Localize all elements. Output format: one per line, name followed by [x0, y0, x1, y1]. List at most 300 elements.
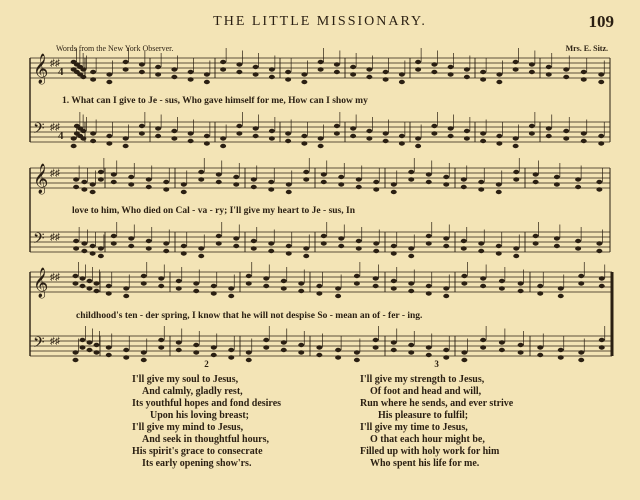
bass-clef-icon: 𝄢	[33, 230, 45, 251]
note-head	[141, 281, 147, 285]
verse-line: His spirit's grace to consecrate	[132, 446, 263, 457]
key-signature-icon: ♯♯	[50, 272, 60, 283]
note-head	[496, 80, 502, 84]
note-head	[321, 180, 327, 184]
note-head	[335, 286, 341, 290]
note-head	[383, 139, 389, 143]
note-head	[155, 134, 161, 138]
note-head	[338, 236, 344, 240]
page-number: 109	[588, 12, 614, 31]
note-head	[90, 244, 96, 248]
note-head	[158, 276, 164, 280]
note-head	[391, 244, 397, 248]
note-head	[251, 239, 257, 243]
note-head	[391, 348, 397, 352]
note-head	[513, 136, 519, 140]
note-head	[598, 72, 604, 76]
note-head	[318, 60, 324, 64]
note-head	[399, 80, 405, 84]
note-head	[236, 70, 242, 74]
page-title: THE LITTLE MISSIONARY.	[213, 14, 427, 29]
note-head	[499, 348, 505, 352]
note-head	[581, 77, 587, 81]
note-head	[461, 177, 467, 181]
note-head	[391, 182, 397, 186]
verse-line: Run where he sends, and ever strive	[360, 398, 514, 409]
note-head	[335, 348, 341, 352]
note-head	[263, 284, 269, 288]
note-head	[537, 284, 543, 288]
note-head	[529, 62, 535, 66]
note-head	[496, 190, 502, 194]
note-head	[546, 65, 552, 69]
note-head	[350, 65, 356, 69]
note-head	[176, 279, 182, 283]
note-head	[334, 124, 340, 128]
note-head	[81, 241, 87, 245]
note-head	[399, 134, 405, 138]
note-head	[335, 294, 341, 298]
note-head	[598, 141, 604, 145]
note-head	[80, 67, 86, 71]
note-head	[373, 241, 379, 245]
note-head	[408, 350, 414, 354]
note-head	[318, 67, 324, 71]
note-head	[251, 246, 257, 250]
note-head	[518, 289, 524, 293]
note-head	[558, 286, 564, 290]
note-head	[537, 345, 543, 349]
note-head	[106, 134, 112, 138]
note-head	[90, 190, 96, 194]
note-head	[338, 175, 344, 179]
note-head	[554, 244, 560, 248]
note-head	[111, 234, 117, 238]
note-head	[356, 185, 362, 189]
note-head	[73, 350, 79, 354]
note-head	[499, 286, 505, 290]
note-head	[158, 284, 164, 288]
note-head	[123, 348, 129, 352]
note-head	[80, 338, 86, 342]
note-head	[141, 350, 147, 354]
note-head	[366, 129, 372, 133]
note-head	[513, 60, 519, 64]
note-head	[155, 65, 161, 69]
note-head	[383, 70, 389, 74]
note-head	[301, 80, 307, 84]
note-head	[426, 353, 432, 357]
note-head	[478, 187, 484, 191]
note-head	[146, 246, 152, 250]
treble-clef-icon: 𝄞	[33, 164, 49, 194]
note-head	[71, 144, 77, 148]
note-head	[431, 124, 437, 128]
note-head	[478, 180, 484, 184]
note-head	[599, 284, 605, 288]
note-head	[578, 350, 584, 354]
note-head	[80, 345, 86, 349]
verse-2	[132, 358, 281, 470]
note-head	[318, 136, 324, 140]
note-head	[415, 144, 421, 148]
note-head	[233, 175, 239, 179]
note-head	[94, 343, 100, 347]
note-head	[461, 350, 467, 354]
note-head	[253, 65, 259, 69]
note-head	[496, 141, 502, 145]
note-head	[216, 180, 222, 184]
note-head	[128, 182, 134, 186]
note-head	[251, 177, 257, 181]
note-head	[581, 131, 587, 135]
note-head	[338, 244, 344, 248]
note-head	[464, 136, 470, 140]
note-head	[480, 131, 486, 135]
note-head	[354, 281, 360, 285]
note-head	[578, 358, 584, 362]
note-head	[461, 274, 467, 278]
note-head	[354, 274, 360, 278]
note-head	[533, 241, 539, 245]
note-head	[496, 244, 502, 248]
verse-line: I'll give my soul to Jesus,	[132, 374, 239, 385]
note-head	[373, 345, 379, 349]
note-head	[123, 294, 129, 298]
key-signature-icon: ♯♯	[50, 58, 60, 69]
note-head	[443, 244, 449, 248]
note-head	[220, 60, 226, 64]
note-head	[575, 185, 581, 189]
note-head	[128, 244, 134, 248]
note-head	[399, 72, 405, 76]
note-head	[298, 343, 304, 347]
bass-clef-icon: 𝄢	[33, 334, 45, 355]
note-head	[90, 77, 96, 81]
note-head	[537, 353, 543, 357]
note-head	[71, 136, 77, 140]
note-head	[431, 131, 437, 135]
note-head	[73, 246, 79, 250]
note-head	[158, 345, 164, 349]
note-head	[596, 241, 602, 245]
note-head	[408, 177, 414, 181]
note-head	[216, 172, 222, 176]
note-head	[356, 177, 362, 181]
note-head	[356, 246, 362, 250]
note-head	[98, 177, 104, 181]
note-head	[98, 246, 104, 250]
note-head	[354, 350, 360, 354]
note-head	[443, 182, 449, 186]
note-head	[598, 80, 604, 84]
note-head	[321, 172, 327, 176]
note-head	[443, 236, 449, 240]
note-head	[73, 274, 79, 278]
note-head	[499, 279, 505, 283]
note-head	[373, 276, 379, 280]
verse-line: And seek in thoughtful hours,	[142, 434, 269, 445]
note-head	[263, 276, 269, 280]
note-head	[216, 241, 222, 245]
note-head	[123, 286, 129, 290]
note-head	[529, 70, 535, 74]
note-head	[263, 338, 269, 342]
words-credit: Words from the New York Observer.	[56, 44, 174, 53]
note-head	[518, 281, 524, 285]
note-head	[268, 180, 274, 184]
note-head	[426, 284, 432, 288]
note-head	[391, 190, 397, 194]
note-head	[87, 340, 93, 344]
note-head	[286, 251, 292, 255]
note-head	[286, 190, 292, 194]
note-head	[146, 177, 152, 181]
note-head	[426, 172, 432, 176]
verse-line: Of foot and head and will,	[370, 386, 482, 397]
note-head	[220, 144, 226, 148]
note-head	[448, 65, 454, 69]
verse-3	[360, 358, 513, 470]
note-head	[163, 180, 169, 184]
note-head	[599, 338, 605, 342]
note-head	[529, 124, 535, 128]
note-head	[198, 254, 204, 258]
note-head	[123, 60, 129, 64]
note-head	[578, 281, 584, 285]
note-head	[139, 131, 145, 135]
note-head	[373, 338, 379, 342]
note-head	[90, 251, 96, 255]
note-head	[301, 134, 307, 138]
note-head	[94, 350, 100, 354]
note-head	[90, 182, 96, 186]
note-head	[334, 62, 340, 66]
lyric-line-3: childhood's ten - der spring, I know that he will not despise So - mean an of - fer - ing.	[76, 311, 423, 321]
note-head	[98, 254, 104, 258]
note-head	[193, 289, 199, 293]
note-head	[464, 75, 470, 79]
verse-line: Upon his loving breast;	[150, 410, 250, 421]
note-head	[188, 77, 194, 81]
note-head	[373, 284, 379, 288]
note-head	[204, 80, 210, 84]
note-head	[318, 144, 324, 148]
lyric-line-2: love to him, Who died on Cal - va - ry; I'll give my heart to Je - sus, In	[72, 206, 355, 216]
note-head	[285, 77, 291, 81]
note-head	[163, 241, 169, 245]
note-head	[575, 246, 581, 250]
note-head	[391, 251, 397, 255]
verse-line: Its youthful hopes and fond desires	[132, 398, 282, 409]
note-head	[228, 348, 234, 352]
note-head	[391, 340, 397, 344]
note-head	[443, 348, 449, 352]
note-head	[448, 134, 454, 138]
verse-line: I'll give my mind to Jesus,	[132, 422, 244, 433]
note-head	[111, 172, 117, 176]
note-head	[298, 281, 304, 285]
note-head	[73, 281, 79, 285]
note-head	[303, 246, 309, 250]
note-head	[554, 175, 560, 179]
note-head	[80, 276, 86, 280]
note-head	[373, 187, 379, 191]
note-head	[513, 254, 519, 258]
note-head	[499, 340, 505, 344]
note-head	[563, 75, 569, 79]
note-head	[139, 70, 145, 74]
note-head	[123, 67, 129, 71]
note-head	[204, 134, 210, 138]
note-head	[354, 358, 360, 362]
note-head	[146, 185, 152, 189]
note-head	[263, 345, 269, 349]
note-head	[316, 291, 322, 295]
note-head	[216, 234, 222, 238]
note-head	[141, 274, 147, 278]
note-head	[350, 126, 356, 130]
note-head	[513, 67, 519, 71]
verse-line: I'll give my strength to Jesus,	[360, 374, 485, 385]
note-head	[87, 348, 93, 352]
note-head	[415, 136, 421, 140]
note-head	[111, 180, 117, 184]
key-signature-icon: ♯♯	[50, 336, 60, 347]
note-head	[90, 70, 96, 74]
note-head	[236, 131, 242, 135]
note-head	[496, 134, 502, 138]
note-head	[426, 291, 432, 295]
note-head	[448, 72, 454, 76]
note-head	[426, 234, 432, 238]
note-head	[81, 180, 87, 184]
note-head	[408, 281, 414, 285]
note-head	[281, 340, 287, 344]
note-head	[415, 67, 421, 71]
note-head	[90, 131, 96, 135]
note-head	[533, 234, 539, 238]
note-head	[581, 70, 587, 74]
note-head	[599, 345, 605, 349]
note-head	[139, 62, 145, 66]
note-head	[285, 131, 291, 135]
note-head	[281, 279, 287, 283]
note-head	[106, 291, 112, 295]
note-head	[529, 131, 535, 135]
note-head	[563, 67, 569, 71]
note-head	[298, 350, 304, 354]
note-head	[301, 141, 307, 145]
note-head	[171, 75, 177, 79]
note-head	[338, 182, 344, 186]
note-head	[464, 129, 470, 133]
note-head	[193, 350, 199, 354]
note-head	[228, 294, 234, 298]
note-head	[554, 236, 560, 240]
note-head	[269, 75, 275, 79]
note-head	[188, 139, 194, 143]
note-head	[334, 131, 340, 135]
note-head	[171, 136, 177, 140]
note-head	[596, 187, 602, 191]
note-head	[316, 284, 322, 288]
note-head	[480, 338, 486, 342]
note-head	[123, 144, 129, 148]
note-head	[301, 72, 307, 76]
note-head	[188, 131, 194, 135]
note-head	[98, 170, 104, 174]
note-head	[268, 187, 274, 191]
note-head	[426, 345, 432, 349]
note-head	[281, 348, 287, 352]
note-head	[599, 276, 605, 280]
note-head	[578, 274, 584, 278]
note-head	[81, 187, 87, 191]
note-head	[176, 340, 182, 344]
note-head	[188, 70, 194, 74]
note-head	[581, 139, 587, 143]
note-head	[73, 239, 79, 243]
note-head	[533, 172, 539, 176]
note-head	[321, 241, 327, 245]
note-head	[383, 131, 389, 135]
note-head	[563, 129, 569, 133]
key-signature-icon: ♯♯	[50, 232, 60, 243]
note-head	[80, 75, 86, 79]
note-head	[461, 185, 467, 189]
note-head	[163, 249, 169, 253]
note-head	[533, 180, 539, 184]
note-head	[461, 239, 467, 243]
note-head	[253, 72, 259, 76]
note-head	[391, 286, 397, 290]
note-head	[123, 136, 129, 140]
note-head	[246, 281, 252, 285]
note-head	[480, 77, 486, 81]
note-head	[211, 353, 217, 357]
note-head	[321, 234, 327, 238]
note-head	[204, 141, 210, 145]
note-head	[546, 126, 552, 130]
note-head	[181, 190, 187, 194]
note-head	[408, 254, 414, 258]
note-head	[391, 279, 397, 283]
note-head	[163, 187, 169, 191]
note-head	[171, 67, 177, 71]
note-head	[575, 177, 581, 181]
note-head	[443, 294, 449, 298]
note-head	[480, 345, 486, 349]
note-head	[399, 141, 405, 145]
note-head	[204, 72, 210, 76]
note-head	[461, 281, 467, 285]
note-head	[480, 276, 486, 280]
note-head	[181, 182, 187, 186]
note-head	[106, 284, 112, 288]
note-head	[106, 141, 112, 145]
note-head	[334, 70, 340, 74]
note-head	[94, 289, 100, 293]
note-head	[128, 175, 134, 179]
note-head	[181, 251, 187, 255]
note-head	[316, 345, 322, 349]
note-head	[554, 182, 560, 186]
note-head	[415, 60, 421, 64]
note-head	[558, 355, 564, 359]
time-signature: 4	[58, 130, 64, 142]
note-head	[513, 246, 519, 250]
